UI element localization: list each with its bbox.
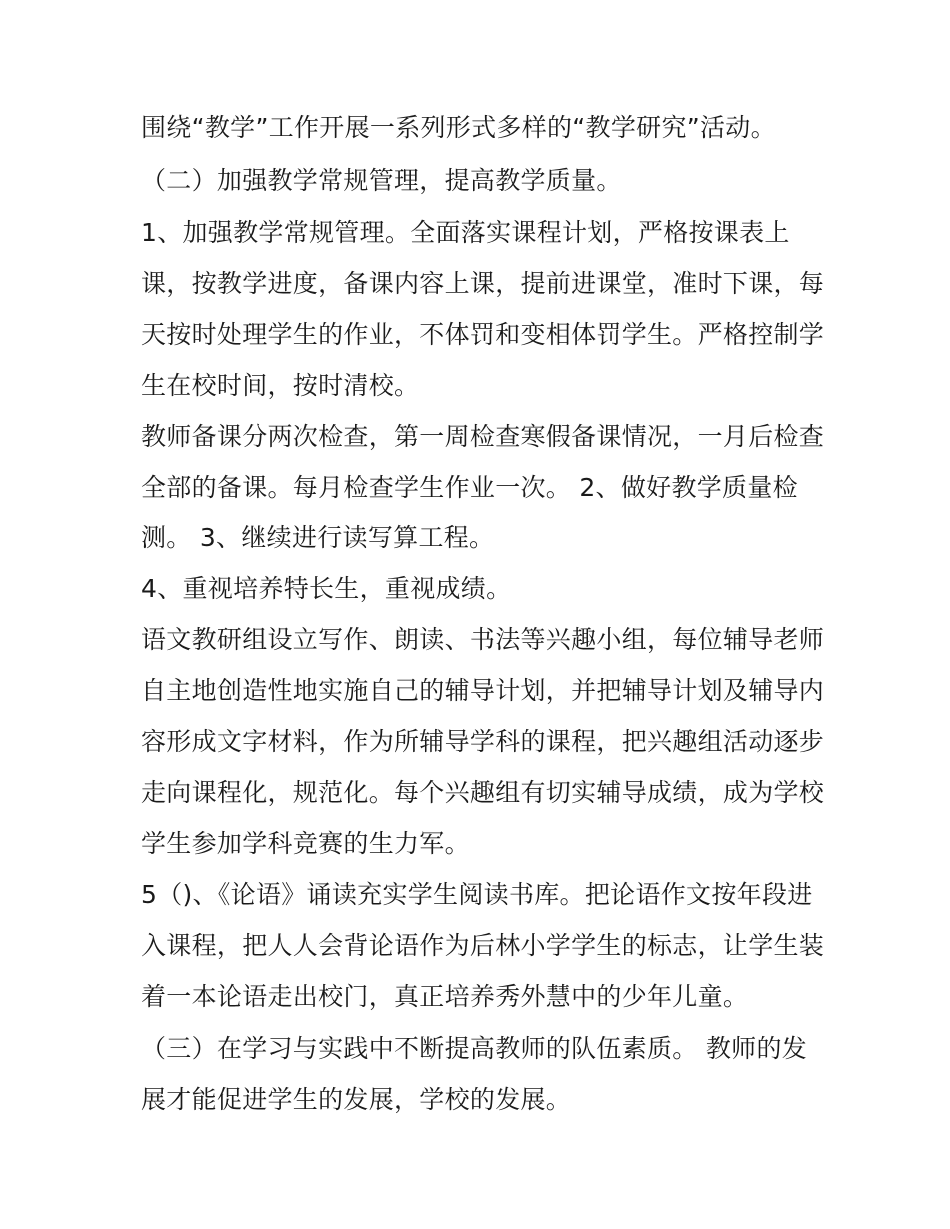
text-line: 着一本论语走出校门，真正培养秀外慧中的少年儿童。 — [141, 982, 749, 1011]
text-line: 围绕“教学”工作开展一系列形式多样的“教学研究”活动。 — [141, 113, 776, 142]
text-line: 展才能促进学生的发展，学校的发展。 — [141, 1085, 572, 1114]
text-line: 走向课程化，规范化。每个兴趣组有切实辅导成绩，成为学校 — [141, 778, 825, 807]
text-line: 5（)、《论语》诵读充实学生阅读书库。把论语作文按年段进 — [141, 880, 813, 909]
text-line: 全部的备课。每月检查学生作业一次。 2、做好教学质量检 — [141, 473, 798, 502]
text-line: 天按时处理学生的作业，不体罚和变相体罚学生。严格控制学 — [141, 320, 825, 349]
text-line: 入课程，把人人会背论语作为后林小学学生的标志，让学生装 — [141, 931, 825, 960]
section-heading: （三）在学习与实践中不断提高教师的队伍素质。 教师的发 — [141, 1034, 808, 1063]
text-line: 测。 3、继续进行读写算工程。 — [141, 523, 495, 552]
text-line: 容形成文字材料，作为所辅导学科的课程，把兴趣组活动逐步 — [141, 727, 825, 756]
text-line: 1、加强教学常规管理。全面落实课程计划，严格按课表上 — [141, 218, 790, 247]
text-line: 课，按教学进度，备课内容上课，提前进课堂，准时下课，每 — [141, 269, 825, 298]
text-line: 自主地创造性地实施自己的辅导计划，并把辅导计划及辅导内 — [141, 676, 825, 705]
text-line: 生在校时间，按时清校。 — [141, 371, 420, 400]
text-line: 教师备课分两次检查，第一周检查寒假备课情况，一月后检查 — [141, 422, 825, 451]
text-line: 语文教研组设立写作、朗读、书法等兴趣小组，每位辅导老师 — [141, 625, 825, 654]
text-line: 学生参加学科竞赛的生力军。 — [141, 829, 470, 858]
text-line: 4、重视培养特长生，重视成绩。 — [141, 574, 512, 603]
section-heading: （二）加强教学常规管理，提高教学质量。 — [141, 166, 622, 195]
